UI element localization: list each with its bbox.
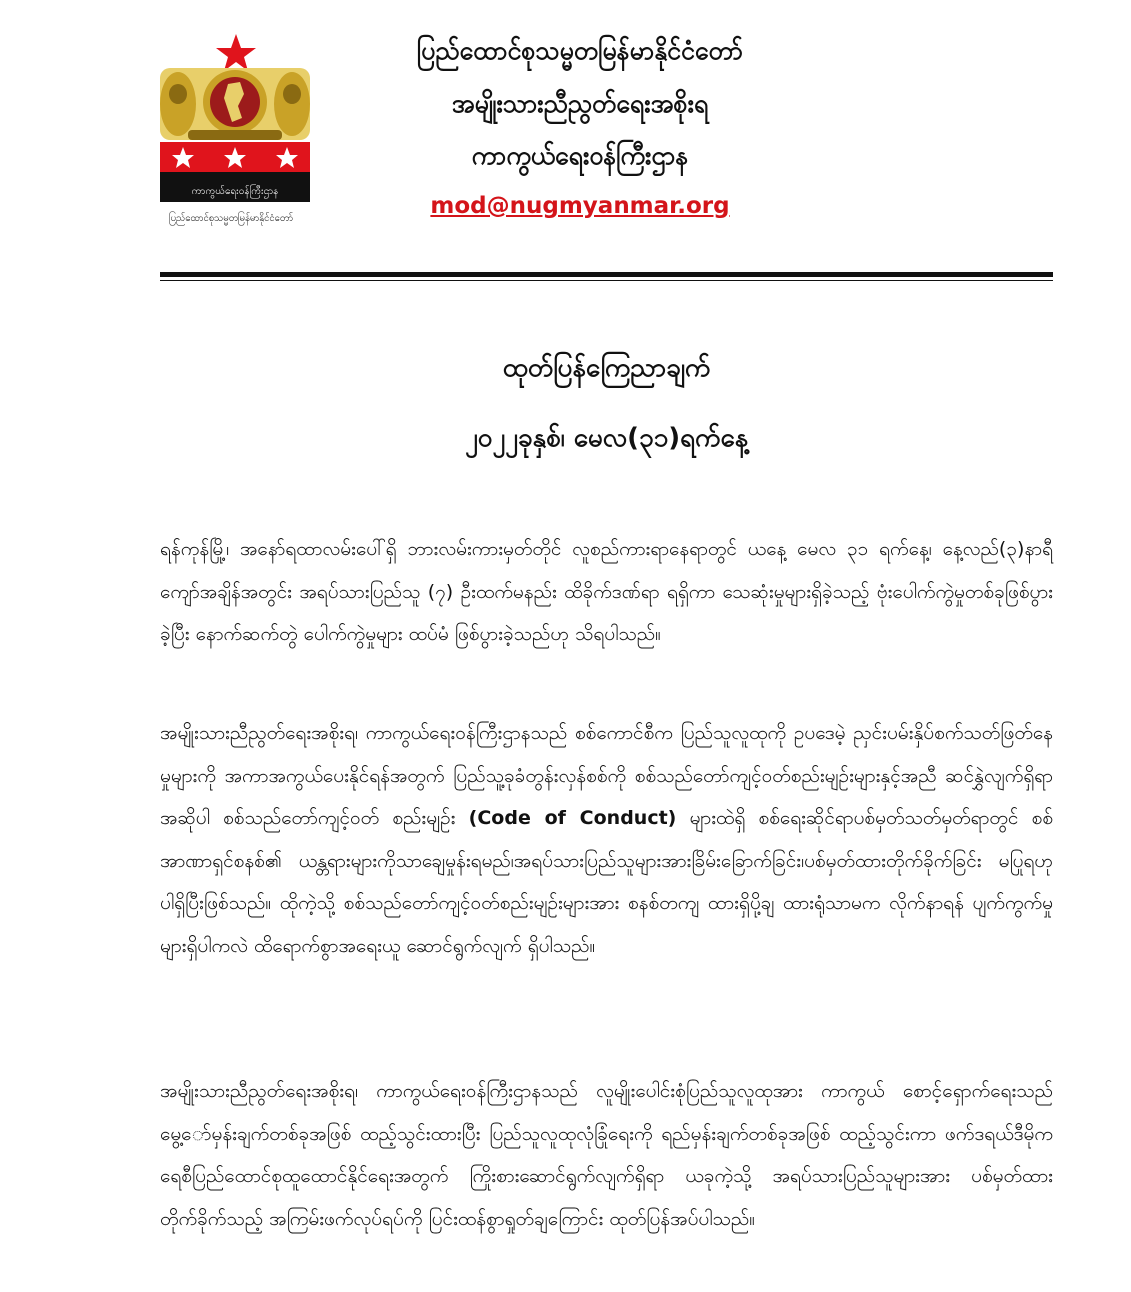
body-paragraph-2 (160, 712, 1053, 967)
paragraph-2-text-a: အမျိုးသားညီညွတ်ရေးအစိုးရ၊ ကာကွယ်ရေးဝန်ကြီးဌာနသည် စစ်ကောင်စီက ပြည်သူလူထုကို ဥပဒေမဲ့ ညှင်းပမ်းနှိပ်စက်သတ်ဖြတ်နေမှုများကို အကာအကွယ်ပေးနိုင်ရန်အတွက် ပြည်သူ့ခုခံတွန်းလှန်စစ်ကို စစ်သည်တော်ကျင့်ဝတ်စည်းမျဉ်းများနှင့်အညီ ဆင်နွှဲလျက်ရှိရာ အဆိုပါ စစ်သည်တော်ကျင့်ဝတ် စည်းမျဉ်း (160, 722, 1053, 829)
emblem-banner-text: ကာကွယ်ရေးဝန်ကြီးဌာန (191, 186, 279, 197)
document-date: ၂၀၂၂ခုနှစ်၊ မေလ(၃၁)ရက်နေ့ (464, 423, 749, 453)
header-email-link[interactable]: mod@nugmyanmar.org (430, 193, 730, 219)
header-government: အမျိုးသားညီညွတ်ရေးအစိုးရ (451, 89, 709, 118)
paragraph-2-text-b: များထဲရှိ စစ်ရေးဆိုင်ရာပစ်မှတ်သတ်မှတ်ရာတွင် စစ်အာဏာရှင်စနစ်၏ ယန္တရားများကိုသာချေမှုန်းရမည်၊အရပ်သားပြည်သူများအားခြိမ်းခြောက်ခြင်း၊ပစ်မှတ်ထားတိုက်ခိုက်ခြင်း မပြုရဟု ပါရှိပြီးဖြစ်သည်။ ထိုကဲ့သို့ စစ်သည်တော်ကျင့်ဝတ်စည်းမျဉ်းများအား စနစ်တကျ ထားရှိပို့ချ ထားရုံသာမက လိုက်နာရန် ပျက်ကွက်မှုများရှိပါကလဲ ထိရောက်စွာအရေးယူ ဆောင်ရွက်လျက် ရှိပါသည်။ (160, 807, 1054, 957)
ministry-emblem-icon (140, 32, 320, 232)
document-title: ထုတ်ပြန်ကြေညာချက် (502, 353, 711, 383)
body-paragraph-1: ရန်ကုန်မြို့၊ အနော်ရထာလမ်းပေါ်ရှိ ဘားလမ်းကားမှတ်တိုင် လူစည်ကားရာနေရာတွင် ယနေ့ မေလ ၃၁ ရက်နေ့၊ နေ့လည်(၃)နာရီကျော်အချိန်အတွင်း အရပ်သားပြည်သူ (၇) ဦးထက်မနည်း ထိခိုက်ဒဏ်ရာ ရရှိကာ သေဆုံးမှုများရှိခဲ့သည့် ဗုံးပေါက်ကွဲမှုတစ်ခုဖြစ်ပွားခဲ့ပြီး နောက်ဆက်တွဲ ပေါက်ကွဲမှုများ ထပ်မံ ဖြစ်ပွားခဲ့သည်ဟု သိရပါသည်။ (160, 538, 1053, 645)
code-of-conduct-label: (Code of Conduct) (468, 807, 677, 829)
body-paragraph-3: အမျိုးသားညီညွတ်ရေးအစိုးရ၊ ကာကွယ်ရေးဝန်ကြီးဌာနသည် လူမျိုးပေါင်းစုံပြည်သူလူထုအား ကာကွယ် စောင့်ရှောက်ရေးသည် မွေ့ော်မှန်းချက်တစ်ခုအဖြစ် ထည့်သွင်းထားပြီး ပြည်သူလူထုလုံခြုံရေးကို ရည်မှန်းချက်တစ်ခုအဖြစ် ထည့်သွင်းကာ ဖက်ဒရယ်ဒီမိုကရေစီပြည်ထောင်စုထူထောင်နိုင်ရေးအတွက် ကြိုးစားဆောင်ရွက်လျက်ရှိရာ ယခုကဲ့သို့ အရပ်သားပြည်သူများအား ပစ်မှတ်ထားတိုက်ခိုက်သည့် အကြမ်းဖက်လုပ်ရပ်ကို ပြင်းထန်စွာရှုတ်ချကြောင်း ထုတ်ပြန်အပ်ပါသည်။ (160, 1080, 1053, 1230)
header-divider-thin (160, 280, 1053, 281)
emblem-caption: ပြည်ထောင်စုသမ္မတမြန်မာနိုင်ငံတော် (169, 213, 293, 224)
header-country: ပြည်ထောင်စုသမ္မတမြန်မာနိုင်ငံတော် (416, 36, 744, 65)
header-divider-thick (160, 272, 1053, 277)
header-ministry: ကာကွယ်ရေးဝန်ကြီးဌာန (471, 141, 689, 170)
